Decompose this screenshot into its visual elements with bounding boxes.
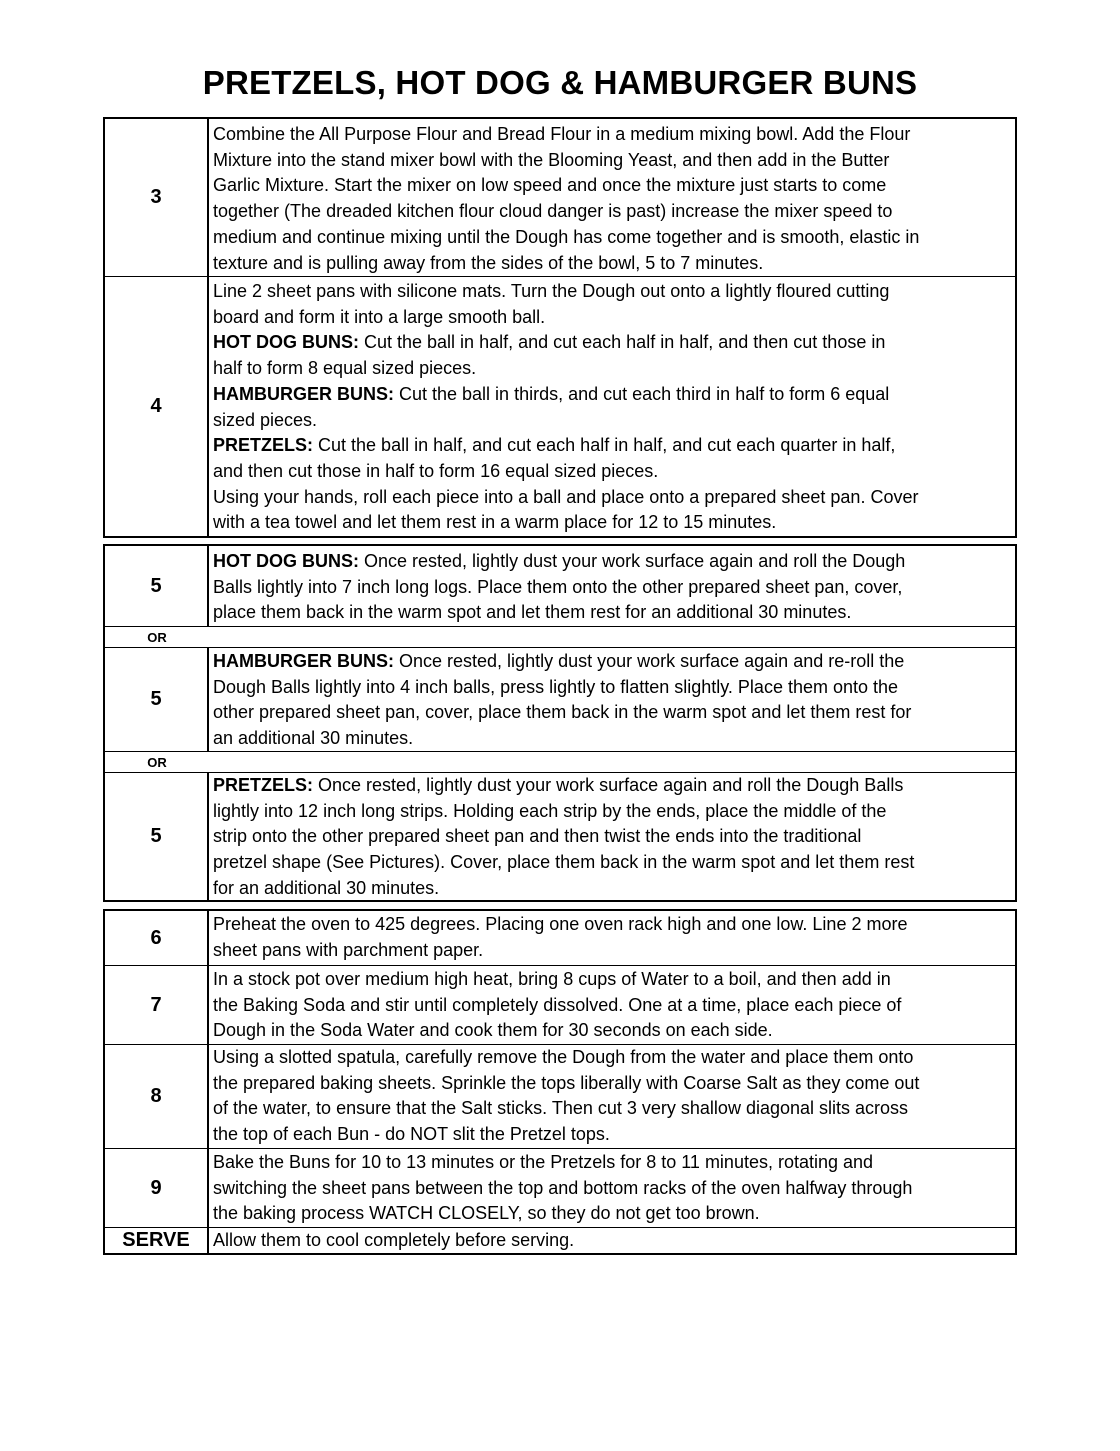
step-text-line: In a stock pot over medium high heat, bring 8 cups of Water to a boil, and then add in [213,969,891,989]
step-text-line: sheet pans with parchment paper. [213,939,484,960]
step-row [105,119,1015,276]
step-text [209,546,1015,626]
step-text-line: strip onto the other prepared sheet pan and then twist the ends into the traditional [213,826,862,847]
step-text-line: sized pieces. [213,409,318,430]
or-label: OR [147,629,167,645]
step-text-line: Line 2 sheet pans with silicone mats. Turn the Dough out onto a lightly floured cutting [213,281,890,301]
step-heading: HOT DOG BUNS: [213,551,359,571]
step-row [105,965,1015,1044]
step-row [105,1227,1015,1253]
step-text-line: the baking process WATCH CLOSELY, so they do not get too brown. [213,1203,760,1224]
step-text-line: Garlic Mixture. Start the mixer on low speed and once the mixture just starts to come [213,175,887,196]
step-text-line: HAMBURGER BUNS: Cut the ball in thirds, and cut each third in half to form 6 equal [213,383,890,404]
step-text-line: PRETZELS: Once rested, lightly dust your work surface again and roll the Dough Balls [213,775,904,795]
step-text-line: Allow them to cool completely before serving. [213,1230,575,1250]
step-text-line: the Baking Soda and stir until completely dissolved. One at a time, place each piece of [213,994,902,1015]
step-text-line: together (The dreaded kitchen flour cloud danger is past) increase the mixer speed to [213,201,893,222]
step-text-line: Combine the All Purpose Flour and Bread Flour in a medium mixing bowl. Add the Flour [213,124,911,144]
step-text-line: for an additional 30 minutes. [213,877,440,898]
step-row [105,546,1015,626]
step-text [209,773,1015,900]
step-number: 5 [105,546,209,626]
step-text [209,1149,1015,1227]
or-separator [105,751,1015,772]
step-text-line: other prepared sheet pan, cover, place them back in the warm spot and let them rest for [213,702,912,723]
step-text-line: HOT DOG BUNS: Cut the ball in half, and cut each half in half, and then cut those in [213,332,886,353]
step-number: 5 [105,648,209,751]
step-text [209,277,1015,536]
step-group-prep [103,117,1017,538]
step-group-shaping [103,544,1017,902]
step-text-line: Mixture into the stand mixer bowl with the Blooming Yeast, and then add in the Butter [213,149,890,170]
step-text [209,966,1015,1044]
step-text [209,1228,1015,1253]
step-number: 4 [105,277,209,536]
step-text-line: Using a slotted spatula, carefully remove the Dough from the water and place them onto [213,1047,914,1067]
step-number: 9 [105,1149,209,1227]
step-text-line: HAMBURGER BUNS: Once rested, lightly dust your work surface again and re-roll the [213,651,905,671]
step-text-line: an additional 30 minutes. [213,728,414,749]
step-row [105,1044,1015,1148]
step-text-line: Balls lightly into 7 inch long logs. Place them onto the other prepared sheet pan, cover, [213,576,903,597]
step-text-line: lightly into 12 inch long strips. Holding each strip by the ends, place the middle of the [213,800,887,821]
step-number: SERVE [105,1228,209,1253]
step-row [105,276,1015,536]
page-title: PRETZELS, HOT DOG & HAMBURGER BUNS [202,64,918,101]
step-text-line: HOT DOG BUNS: Once rested, lightly dust your work surface again and roll the Dough [213,551,906,571]
step-row [105,647,1015,751]
step-number: 5 [105,773,209,900]
step-text-line: place them back in the warm spot and let them rest for an additional 30 minutes. [213,602,852,623]
step-number: 3 [105,119,209,276]
step-text [209,648,1015,751]
step-text-line: pretzel shape (See Pictures). Cover, place them back in the warm spot and let them rest [213,852,915,873]
step-group-baking [103,909,1017,1255]
step-row [105,772,1015,900]
step-text [209,911,1015,965]
step-text-line: Using your hands, roll each piece into a ball and place onto a prepared sheet pan. Cover [213,486,919,507]
step-number: 7 [105,966,209,1044]
or-separator [105,626,1015,647]
or-label: OR [147,754,167,770]
step-text-line: board and form it into a large smooth ball. [213,306,546,327]
step-heading: HAMBURGER BUNS: [213,383,394,404]
step-row [105,911,1015,965]
step-text-line: medium and continue mixing until the Dough has come together and is smooth, elastic in [213,226,920,247]
step-text-line: half to form 8 equal sized pieces. [213,358,477,379]
step-heading: HAMBURGER BUNS: [213,651,394,671]
step-text-line: with a tea towel and let them rest in a warm place for 12 to 15 minutes. [213,512,777,533]
step-text-line: Preheat the oven to 425 degrees. Placing one oven rack high and one low. Line 2 more [213,914,908,934]
step-text-line: PRETZELS: Cut the ball in half, and cut each half in half, and cut each quarter in half, [213,435,896,456]
step-text-line: the top of each Bun - do NOT slit the Pretzel tops. [213,1124,610,1145]
step-number: 6 [105,911,209,965]
step-text-line: Bake the Buns for 10 to 13 minutes or the Pretzels for 8 to 11 minutes, rotating and [213,1152,874,1172]
step-row [105,1148,1015,1227]
step-text-line: and then cut those in half to form 16 equal sized pieces. [213,460,659,481]
step-text-line: Dough Balls lightly into 4 inch balls, press lightly to flatten slightly. Place them onto the [213,676,899,697]
step-heading: PRETZELS: [213,775,314,795]
step-text-line: Dough in the Soda Water and cook them for 30 seconds on each side. [213,1020,773,1041]
step-text-line: of the water, to ensure that the Salt sticks. Then cut 3 very shallow diagonal slits across [213,1098,909,1119]
step-heading: PRETZELS: [213,435,314,456]
step-text [209,119,1015,276]
step-text-line: texture and is pulling away from the sides of the bowl, 5 to 7 minutes. [213,252,764,273]
step-text [209,1045,1015,1148]
step-text-line: switching the sheet pans between the top and bottom racks of the oven halfway through [213,1177,913,1198]
step-text-line: the prepared baking sheets. Sprinkle the tops liberally with Coarse Salt as they come out [213,1072,920,1093]
step-number: 8 [105,1045,209,1148]
step-heading: HOT DOG BUNS: [213,332,359,353]
